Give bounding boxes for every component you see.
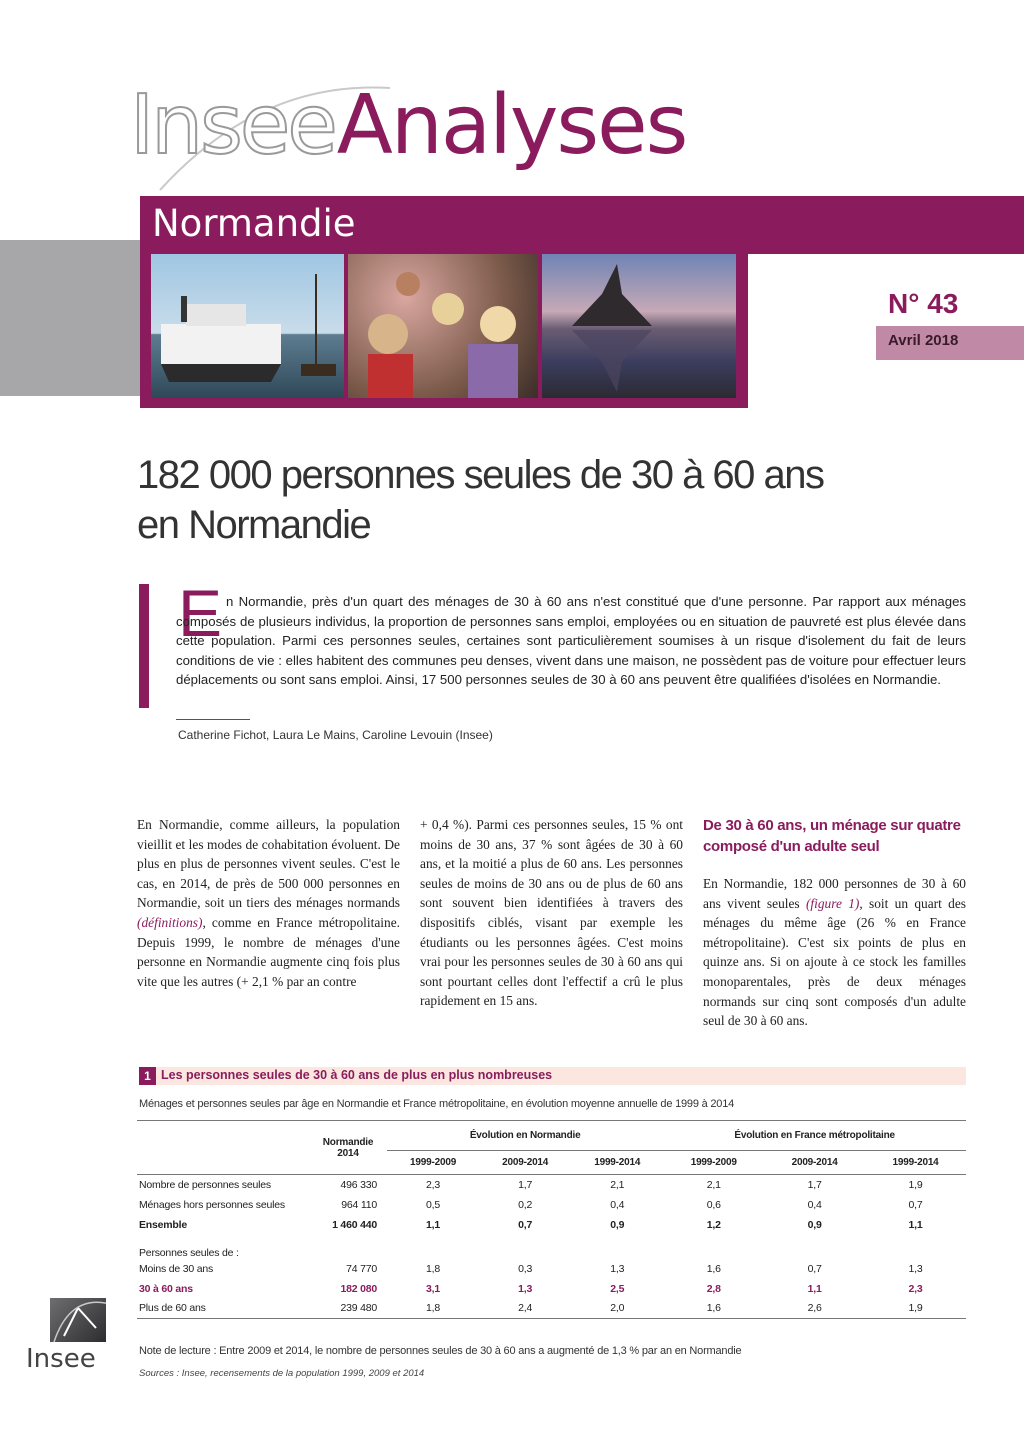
body-column-2: + 0,4 %). Parmi ces personnes seules, 15 % ont moins de 30 ans, 37 % sont âgées de 30 à 60 ans, et la moitié a plus de 60 ans. Les personnes seules de moins de 30 ans ou de plus de 60 ans sont souvent bien identifiées à travers des dispositifs ciblés, visant par exemple les étudiants ou les personnes âgées. C'est moins vrai pour les personnes seules de 30 à 60 ans qui sont pourtant celles dont l'effectif a crû le plus rapidement en 15 ans. bbox=[420, 817, 683, 1009]
crowd-icon bbox=[348, 254, 538, 398]
cell: 1,7 bbox=[807, 1178, 822, 1191]
row-label: Ensemble bbox=[139, 1218, 188, 1231]
article-title bbox=[137, 450, 897, 550]
issue-number: N° 43 bbox=[888, 288, 959, 319]
row-count: 74 770 bbox=[346, 1262, 377, 1275]
cell: 1,1 bbox=[908, 1218, 923, 1231]
row-count: 964 110 bbox=[341, 1198, 377, 1211]
region-name: Normandie bbox=[152, 202, 356, 245]
col1-text-b: , comme en France métropolitaine. Depuis 1999, le nombre de ménages d'une personne en Normandie augmente cinq fois plus vite que les autres (+ 2,1 % par an contre bbox=[137, 914, 400, 989]
col3-text-a: En Normandie, 182 000 personnes de 30 à 60 ans vivent seules bbox=[703, 876, 966, 911]
cell: 1,1 bbox=[426, 1218, 441, 1231]
cell: 0,2 bbox=[518, 1198, 533, 1211]
insee-logo-mark bbox=[50, 1298, 106, 1342]
table-corner-2 bbox=[137, 1151, 317, 1175]
lead-accent-bar bbox=[139, 584, 149, 708]
section-subheading: De 30 à 60 ans, un ménage sur quatre composé d'un adulte seul bbox=[703, 817, 961, 855]
cell: 0,6 bbox=[706, 1198, 721, 1211]
cell: 1,3 bbox=[908, 1262, 923, 1275]
period-header: 2009-2014 bbox=[764, 1151, 865, 1175]
ship-photo bbox=[151, 254, 344, 398]
table-section-row bbox=[137, 1235, 966, 1259]
cell: 0,4 bbox=[807, 1198, 822, 1211]
sources-note: Sources : Insee, recensements de la population 1999, 2009 et 2014 bbox=[139, 1368, 425, 1379]
cell: 0,4 bbox=[610, 1198, 625, 1211]
table-row bbox=[137, 1195, 966, 1215]
cell: 1,8 bbox=[426, 1262, 441, 1275]
row-count: 1 460 440 bbox=[332, 1218, 377, 1231]
cell: 0,9 bbox=[807, 1218, 822, 1231]
cell: 0,5 bbox=[426, 1198, 441, 1211]
lead-text: n Normandie, près d'un quart des ménages de 30 à 60 ans n'est constitué que d'une personne. Par rapport aux ménages composés de plusieurs individus, la proportion de personnes sans emploi, employées ou en situation de pauvreté est plus élevée dans cette population. Parmi ces personnes seules, certaines sont particulièrement soumises à un risque d'isolement du fait de leurs conditions de vie : elles habitent des communes peu denses, vivent dans une maison, ne possèdent pas de voiture pour effectuer leurs déplacements ou sont sans emploi. Ainsi, 17 500 personnes seules de 30 à 60 ans peuvent être qualifiées d'isolées en Normandie. bbox=[176, 594, 966, 688]
cell: 1,3 bbox=[610, 1262, 625, 1275]
section-label: Personnes seules de : bbox=[139, 1246, 239, 1259]
row-count: 239 480 bbox=[317, 1299, 387, 1319]
cell: 2,5 bbox=[610, 1282, 625, 1295]
row-label: Nombre de personnes seules bbox=[139, 1178, 271, 1191]
figure-subtitle: Ménages et personnes seules par âge en Normandie et France métropolitaine, en évolution moyenne annuelle de 1999 à 2014 bbox=[139, 1098, 735, 1110]
row-label: Plus de 60 ans bbox=[137, 1299, 317, 1319]
insee-logo-text: Insee bbox=[26, 1344, 96, 1374]
col1-text-a: En Normandie, comme ailleurs, la population vieillit et les modes de cohabitation évoluent. De plus en plus de personnes vivent seules. C'est le cas, en 2014, de près de 500 000 personnes en Normandie, soit un tiers des ménages normands bbox=[137, 817, 400, 911]
header-year: 2014 bbox=[337, 1147, 359, 1159]
ship-icon bbox=[151, 254, 344, 398]
header-normandie: Normandie bbox=[322, 1136, 374, 1148]
cell: 1,9 bbox=[865, 1299, 966, 1319]
table-row bbox=[137, 1259, 966, 1279]
authors-rule bbox=[176, 719, 250, 720]
row-label: Moins de 30 ans bbox=[139, 1262, 214, 1275]
cell: 0,7 bbox=[807, 1262, 822, 1275]
mont-saint-michel-icon bbox=[542, 254, 736, 398]
authors: Catherine Fichot, Laura Le Mains, Caroline Levouin (Insee) bbox=[178, 728, 493, 742]
brand-insee: Insee bbox=[130, 78, 335, 173]
lead-paragraph bbox=[176, 592, 966, 690]
table-row bbox=[137, 1299, 966, 1319]
cell: 1,6 bbox=[663, 1299, 764, 1319]
crowd-photo bbox=[348, 254, 538, 398]
insee-logo-icon bbox=[50, 1298, 106, 1342]
cell: 1,9 bbox=[908, 1178, 923, 1191]
table-row-highlight bbox=[137, 1279, 966, 1299]
cell: 1,3 bbox=[518, 1282, 533, 1295]
brand-logo bbox=[130, 78, 686, 198]
period-header: 1999-2009 bbox=[387, 1151, 479, 1175]
body-column-1 bbox=[137, 815, 400, 991]
cell: 1,8 bbox=[387, 1299, 479, 1319]
cell: 2,8 bbox=[706, 1282, 721, 1295]
header-group-normandie: Évolution en Normandie bbox=[387, 1121, 663, 1151]
definitions-link[interactable]: (définitions) bbox=[137, 914, 203, 930]
row-count: 496 330 bbox=[340, 1178, 377, 1191]
mont-saint-michel-photo bbox=[542, 254, 736, 398]
period-header: 1999-2009 bbox=[663, 1151, 764, 1175]
cell: 0,7 bbox=[518, 1218, 533, 1231]
cell: 2,6 bbox=[764, 1299, 865, 1319]
figure-number: 1 bbox=[139, 1067, 156, 1085]
cell: 0,9 bbox=[610, 1218, 625, 1231]
cell: 1,1 bbox=[807, 1282, 822, 1295]
period-header: 1999-2014 bbox=[865, 1151, 966, 1175]
table-row bbox=[137, 1175, 966, 1195]
lead-dropcap: E bbox=[178, 576, 223, 650]
cell: 3,1 bbox=[426, 1282, 441, 1295]
cell: 0,3 bbox=[518, 1262, 533, 1275]
row-count: 182 080 bbox=[340, 1282, 377, 1295]
col3-text-b: , soit un quart des ménages du même âge (26 % en France métropolitaine). C'est six points de plus en quinze ans. Si on ajoute à ce stock les familles monoparentales, près de deux ménages normands sur cinq sont composés d'un adulte seul de 30 à 60 ans. bbox=[703, 895, 967, 1029]
header-normandie-2014 bbox=[317, 1121, 387, 1175]
cell: 2,3 bbox=[426, 1178, 441, 1191]
body-column-3 bbox=[703, 874, 966, 1031]
cell: 0,7 bbox=[908, 1198, 923, 1211]
article-title-line2: en Normandie bbox=[137, 503, 371, 547]
cell: 1,2 bbox=[706, 1218, 721, 1231]
row-label: 30 à 60 ans bbox=[139, 1282, 193, 1295]
issue-date: Avril 2018 bbox=[888, 332, 959, 349]
table-corner bbox=[137, 1121, 317, 1151]
row-label: Ménages hors personnes seules bbox=[139, 1198, 285, 1211]
article-title-line1: 182 000 personnes seules de 30 à 60 ans bbox=[137, 453, 824, 497]
cell: 2,3 bbox=[908, 1282, 923, 1295]
data-table bbox=[137, 1120, 966, 1319]
cell: 1,7 bbox=[518, 1178, 533, 1191]
header-group-france: Évolution en France métropolitaine bbox=[663, 1121, 966, 1151]
reading-note: Note de lecture : Entre 2009 et 2014, le nombre de personnes seules de 30 à 60 ans a augmenté de 1,3 % par an en Normandie bbox=[139, 1345, 742, 1357]
figure-1-link[interactable]: (figure 1) bbox=[805, 895, 860, 911]
table-row-total bbox=[137, 1215, 966, 1235]
cell: 2,0 bbox=[571, 1299, 663, 1319]
figure-title: Les personnes seules de 30 à 60 ans de plus en plus nombreuses bbox=[161, 1068, 553, 1082]
period-header: 2009-2014 bbox=[479, 1151, 571, 1175]
cell: 2,4 bbox=[479, 1299, 571, 1319]
period-header: 1999-2014 bbox=[571, 1151, 663, 1175]
cell: 1,6 bbox=[706, 1262, 721, 1275]
cell: 2,1 bbox=[610, 1178, 625, 1191]
cell: 2,1 bbox=[706, 1178, 721, 1191]
brand-analyses: Analyses bbox=[336, 78, 687, 173]
header-grey-band bbox=[0, 240, 140, 396]
